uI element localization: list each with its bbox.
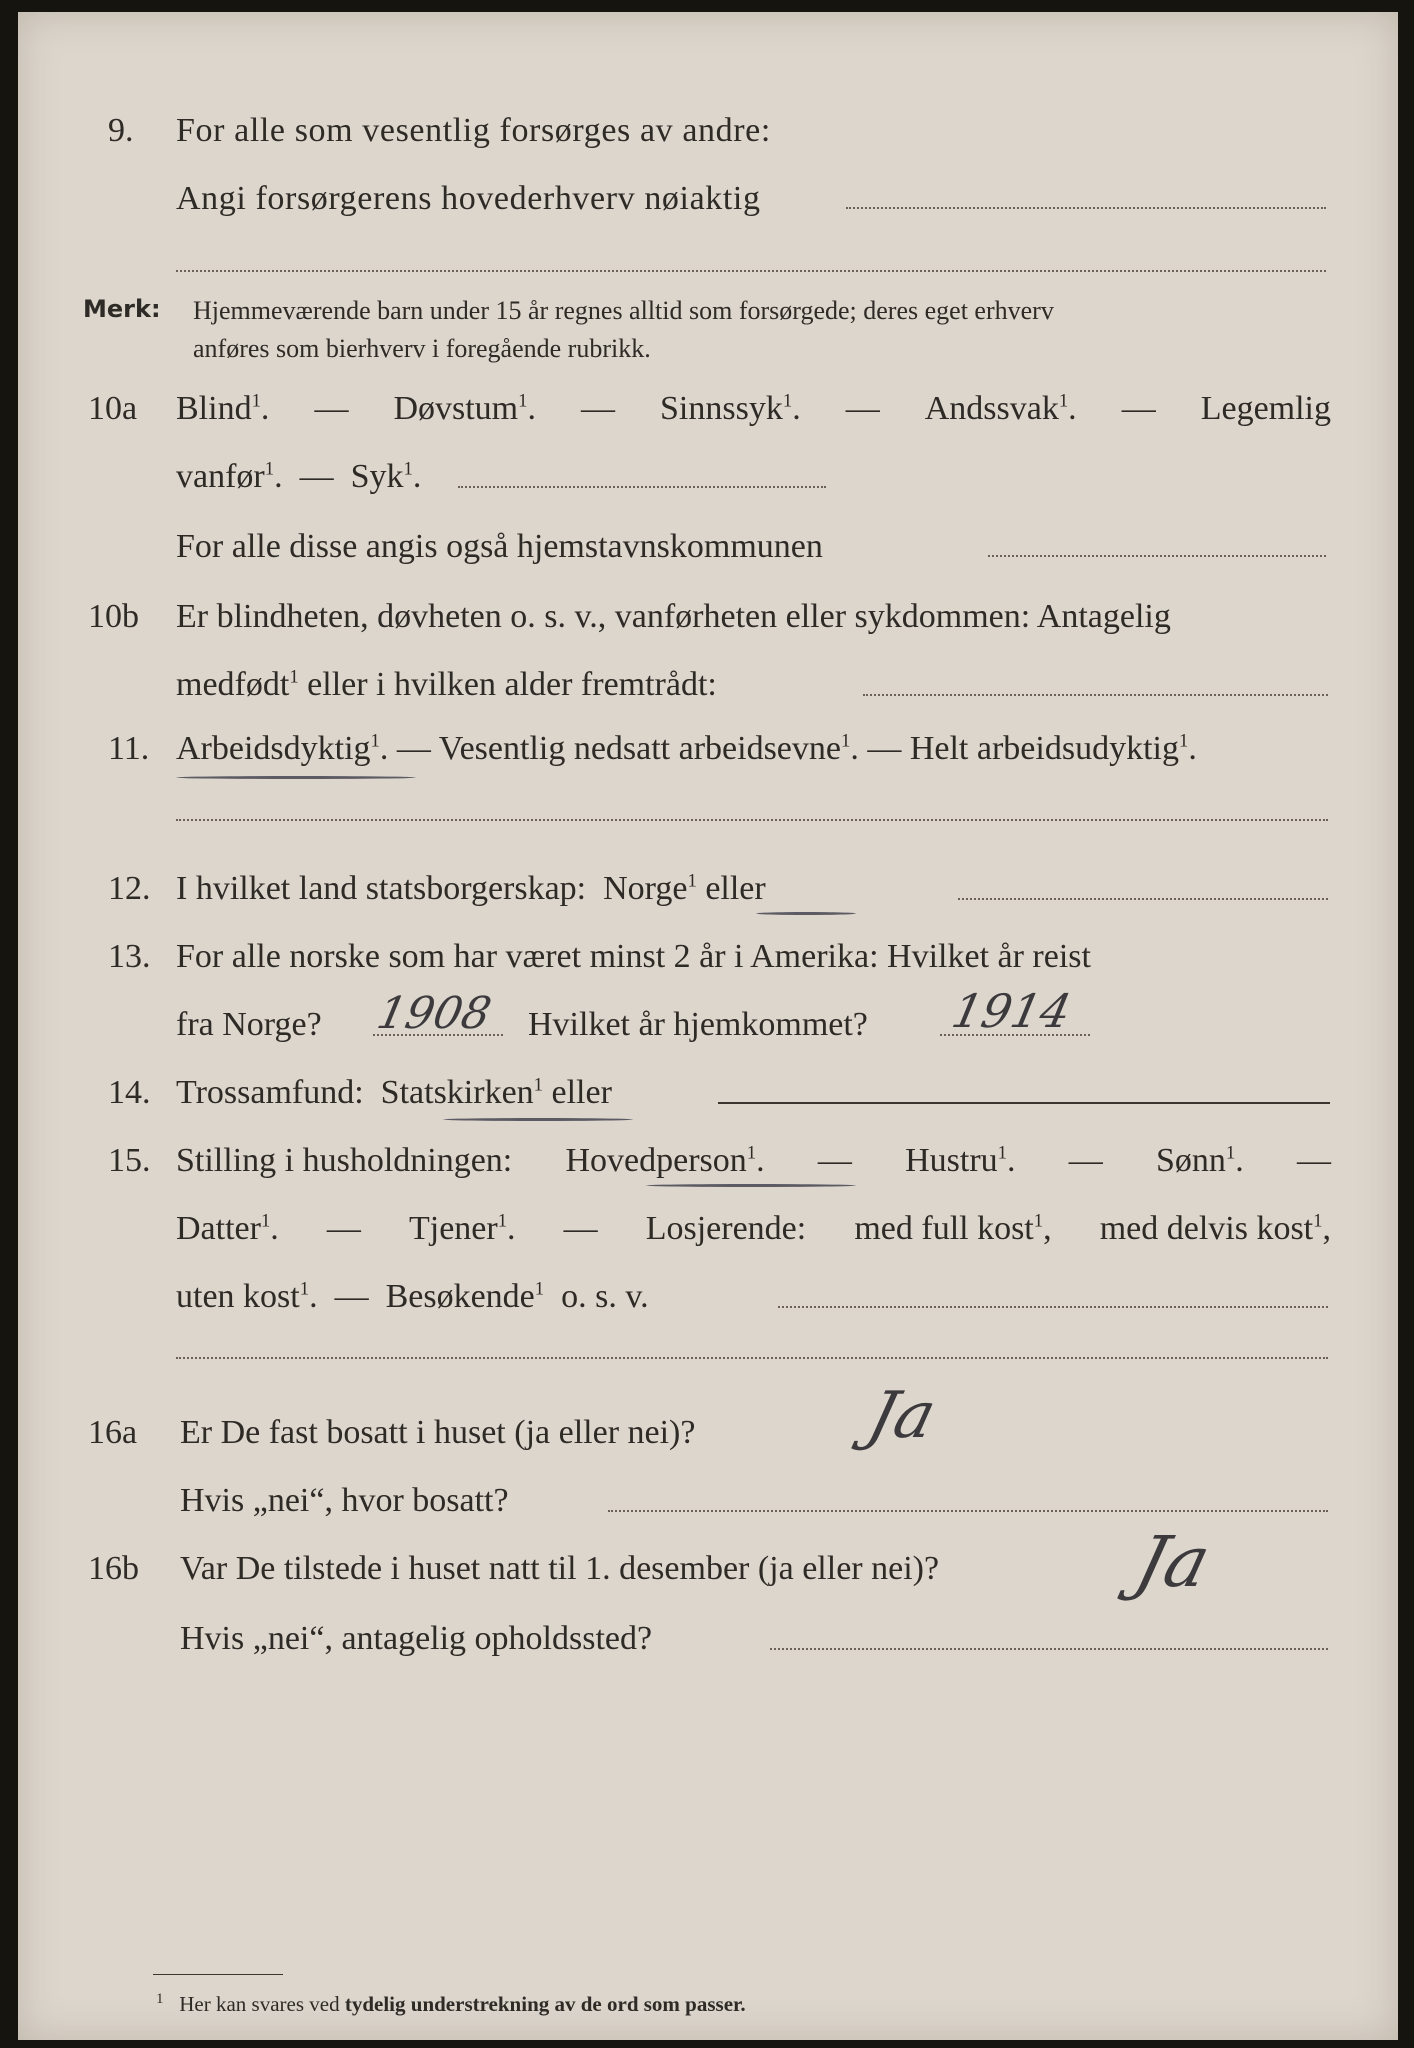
q10b-medfodt: medfødt	[176, 666, 290, 703]
q10a-andssvak: Andssvak	[924, 390, 1059, 427]
q14-statskirken: Statskirken	[380, 1074, 534, 1111]
q14-label: Trossamfund:	[176, 1074, 364, 1111]
q16a-answer-line	[608, 1510, 1328, 1512]
q10a-line2: vanfør$^1$. — Syk$^1$.	[176, 458, 422, 495]
q14-line: Trossamfund: Statskirken$^1$ eller	[176, 1074, 612, 1111]
q9-line2: Angi forsørgerens hovederhverv nøiaktig	[176, 180, 761, 217]
q15-tjener: Tjener	[408, 1210, 498, 1247]
q15-uten-kost: uten kost	[176, 1278, 300, 1315]
q15-hovedperson: Hovedperson	[565, 1142, 747, 1179]
q15-osv: o. s. v.	[561, 1278, 649, 1315]
q10b-rest: eller i hvilken alder fremtrådt:	[307, 666, 717, 703]
q10a-syk-answer-line	[458, 486, 826, 488]
q13-reist-answer: 1908	[372, 988, 496, 1039]
merk-line1: Hjemmeværende barn under 15 år regnes alltid som forsørgede; deres eget erhverv	[193, 296, 1054, 325]
q12-answer-line	[958, 898, 1328, 900]
footnote-bold-text: tydelig understrekning av de ord som passer.	[344, 1992, 746, 2016]
q9-number: 9.	[108, 112, 134, 149]
q15-datter: Datter	[176, 1210, 261, 1247]
census-form-page	[18, 12, 1398, 2040]
q16b-answer-line	[770, 1648, 1328, 1650]
q11-udyktig: Helt arbeidsudyktig	[909, 730, 1179, 767]
q15-answer-line	[778, 1306, 1328, 1308]
q14-statskirken-underline	[443, 1118, 633, 1121]
q16b-number: 16b	[88, 1550, 139, 1587]
q13-reist-label: fra Norge?	[176, 1006, 322, 1043]
q11-arbeidsdyktig-underline	[176, 776, 416, 779]
q16a-sub: Hvis „nei“, hvor bosatt?	[180, 1482, 509, 1519]
q9-answer-line	[846, 207, 1326, 209]
q12-norge: Norge	[603, 870, 688, 907]
q15-line1: Stilling i husholdningen: Hovedperson$^1$. — Hustru$^1$. — Sønn$^1$. —	[176, 1142, 1331, 1179]
q10a-legemlig: Legemlig	[1200, 390, 1331, 427]
q14-answer-line	[718, 1102, 1330, 1104]
q9-line1: For alle som vesentlig forsørges av andre:	[176, 112, 771, 149]
q15-full-kost: med full kost	[854, 1210, 1034, 1247]
q15-delvis-kost: med delvis kost	[1099, 1210, 1314, 1247]
q10b-answer-line	[863, 694, 1328, 696]
q12-norge-underline	[756, 912, 856, 915]
merk-label: Merk:	[83, 295, 161, 323]
q9-extra-line	[176, 270, 1326, 272]
q12-eller: eller	[705, 870, 766, 907]
q15-number: 15.	[108, 1142, 151, 1179]
q15-line2: Datter$^1$. — Tjener$^1$. — Losjerende: med full kost$^1$, med delvis kost$^1$,	[176, 1210, 1331, 1247]
q10b-number: 10b	[88, 598, 139, 635]
q10a-sinnssyk: Sinnssyk	[660, 390, 783, 427]
q15-line3: uten kost$^1$. — Besøkende$^1$ o. s. v.	[176, 1278, 649, 1315]
q15-losjerende: Losjerende:	[645, 1210, 807, 1247]
q16a-answer: Ja	[860, 1379, 944, 1453]
q12-line: I hvilket land statsborgerskap: Norge$^1$ eller	[176, 870, 766, 907]
q10b-line2: medfødt$^1$ eller i hvilken alder fremtrådt:	[176, 666, 717, 703]
q13-hjem-answer: 1914	[947, 984, 1076, 1038]
footnote-marker: 1	[156, 1991, 164, 2007]
q15-extra-line	[176, 1357, 1328, 1359]
q10a-hjemstavn-answer-line	[988, 555, 1326, 557]
q16a-question: Er De fast bosatt i huset (ja eller nei)?	[180, 1414, 696, 1451]
q15-besokende: Besøkende	[385, 1278, 535, 1315]
q14-eller: eller	[551, 1074, 612, 1111]
q10a-vanfor: vanfør	[176, 458, 265, 495]
q15-label: Stilling i husholdningen:	[176, 1142, 513, 1179]
q10a-number: 10a	[88, 390, 138, 427]
q13-number: 13.	[108, 938, 151, 975]
q10a-line1: Blind$^1$. — Døvstum$^1$. — Sinnssyk$^1$. — Andssvak$^1$. — Legemlig	[176, 390, 1331, 427]
q11-line: Arbeidsdyktig$^1$. — Vesentlig nedsatt arbeidsevne$^1$. — Helt arbeidsudyktig$^1$.	[176, 730, 1197, 767]
q11-extra-line	[176, 819, 1328, 821]
q13-line1: For alle norske som har været minst 2 år i Amerika: Hvilket år reist	[176, 938, 1091, 975]
footnote-rule	[153, 1974, 283, 1975]
q16b-sub: Hvis „nei“, antagelig opholdssted?	[180, 1620, 653, 1657]
q12-text: I hvilket land statsborgerskap:	[176, 870, 587, 907]
q11-nedsatt: Vesentlig nedsatt arbeidsevne	[438, 730, 841, 767]
q11-arbeidsdyktig: Arbeidsdyktig	[176, 730, 371, 767]
q16b-question: Var De tilstede i huset natt til 1. desember (ja eller nei)?	[180, 1550, 940, 1587]
q10a-line3: For alle disse angis også hjemstavnskommunen	[176, 528, 823, 565]
footnote-text: Her kan svares ved	[179, 1992, 340, 2016]
q10a-dovstum: Døvstum	[393, 390, 519, 427]
merk-line2: anføres som bierhverv i foregående rubrikk.	[193, 334, 651, 363]
q10b-line1: Er blindheten, døvheten o. s. v., vanførheten eller sykdommen: Antagelig	[176, 598, 1171, 635]
q16a-number: 16a	[88, 1414, 138, 1451]
q12-number: 12.	[108, 870, 151, 907]
q11-number: 11.	[108, 730, 150, 767]
q16b-answer: Ja	[1127, 1521, 1219, 1603]
q14-number: 14.	[108, 1074, 151, 1111]
q13-hjem-label: Hvilket år hjemkommet?	[528, 1006, 868, 1043]
footnote	[156, 1992, 746, 2015]
q15-hovedperson-underline	[646, 1184, 856, 1187]
q15-hustru: Hustru	[905, 1142, 998, 1179]
q15-sonn: Sønn	[1155, 1142, 1226, 1179]
q10a-blind: Blind	[176, 390, 252, 427]
q10a-syk: Syk	[350, 458, 404, 495]
